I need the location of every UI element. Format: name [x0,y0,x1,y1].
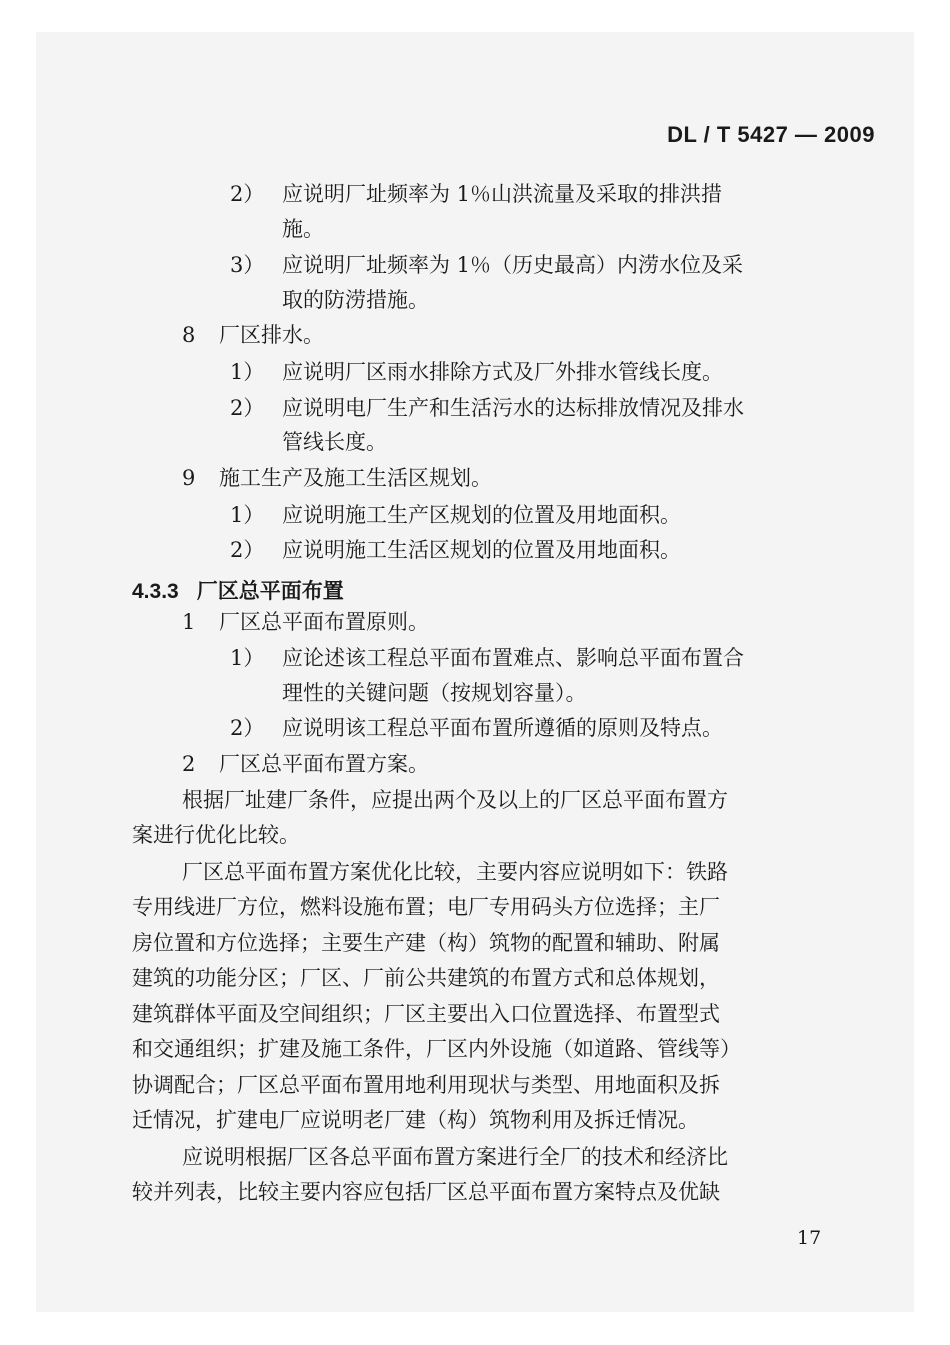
paragraph-line: 和交通组织；扩建及施工条件，厂区内外设施（如道路、管线等） [132,1037,741,1061]
section-title: 厂区总平面布置 [196,578,344,603]
paragraph-line: 厂区总平面布置方案优化比较，主要内容应说明如下：铁路 [182,860,728,884]
item-marker: 2） [230,396,265,420]
item-marker: 1） [230,646,265,670]
item-marker: 1） [230,503,265,527]
section-heading [132,575,344,605]
item-marker: 3） [230,253,265,277]
item-marker: 9 [182,466,196,490]
item-text: 厂区总平面布置方案。 [219,752,429,776]
paragraph-line: 协调配合；厂区总平面布置用地利用现状与类型、用地面积及拆 [132,1073,720,1097]
item-text: 应说明该工程总平面布置所遵循的原则及特点。 [282,716,723,740]
page-number: 17 [797,1227,822,1249]
paragraph-line: 迁情况，扩建电厂应说明老厂建（构）筑物利用及拆迁情况。 [132,1108,699,1132]
continuation-text: 管线长度。 [282,430,387,454]
continuation-text: 取的防涝措施。 [282,288,429,312]
item-text: 应说明厂区雨水排除方式及厂外排水管线长度。 [282,360,723,384]
item-marker: 1 [182,610,196,634]
paragraph-line: 根据厂址建厂条件，应提出两个及以上的厂区总平面布置方 [182,788,728,812]
item-marker: 8 [182,323,196,347]
item-text: 厂区排水。 [219,323,324,347]
list-item [230,505,681,526]
paragraph-line: 应说明根据厂区各总平面布置方案进行全厂的技术和经济比 [182,1145,728,1169]
item-text: 施工生产及施工生活区规划。 [219,466,492,490]
list-item [182,754,429,775]
list-item [230,255,743,276]
item-text: 应说明厂址频率为 1％（历史最高）内涝水位及采 [282,253,744,277]
item-text: 应说明施工生活区规划的位置及用地面积。 [282,538,681,562]
item-marker: 2） [230,538,265,562]
item-marker: 2） [230,716,265,740]
list-item [182,325,324,346]
item-marker: 2 [182,752,196,776]
item-text: 应说明电厂生产和生活污水的达标排放情况及排水 [282,396,744,420]
continuation-text: 施。 [282,217,324,241]
list-item [182,468,492,489]
list-item [230,718,723,739]
list-item [230,540,681,561]
paragraph-line: 建筑群体平面及空间组织；厂区主要出入口位置选择、布置型式 [132,1002,720,1026]
list-item [230,184,722,205]
item-text: 应说明厂址频率为 1％山洪流量及采取的排洪措 [282,182,723,206]
item-text: 厂区总平面布置原则。 [219,610,429,634]
continuation-text: 理性的关键问题（按规划容量）。 [282,681,587,705]
list-item [182,612,429,633]
standard-header: DL / T 5427 — 2009 [667,122,875,147]
list-item [230,648,744,669]
paragraph-line: 建筑的功能分区；厂区、厂前公共建筑的布置方式和总体规划， [132,966,720,990]
list-item [230,398,744,419]
item-marker: 1） [230,360,265,384]
item-text: 应论述该工程总平面布置难点、影响总平面布置合 [282,646,744,670]
paragraph-line: 较并列表，比较主要内容应包括厂区总平面布置方案特点及优缺 [132,1180,720,1204]
list-item [230,362,723,383]
item-text: 应说明施工生产区规划的位置及用地面积。 [282,503,681,527]
section-number: 4.3.3 [132,580,179,603]
item-marker: 2） [230,182,265,206]
paragraph-line: 专用线进厂方位，燃料设施布置；电厂专用码头方位选择；主厂 [132,895,720,919]
paragraph-line: 案进行优化比较。 [132,823,300,847]
paragraph-line: 房位置和方位选择；主要生产建（构）筑物的配置和辅助、附属 [132,931,720,955]
